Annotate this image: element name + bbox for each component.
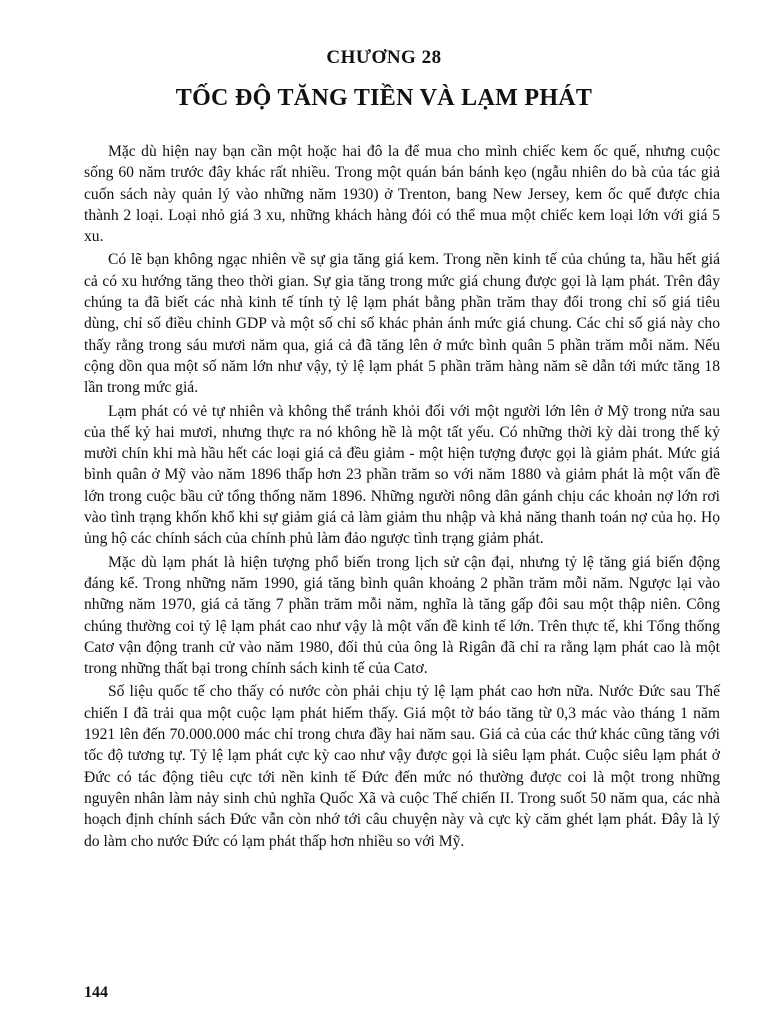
page-number: 144 <box>84 984 108 1001</box>
body-text <box>84 141 720 854</box>
chapter-label: CHƯƠNG 28 <box>326 47 442 68</box>
chapter-title: TỐC ĐỘ TĂNG TIỀN VÀ LẠM PHÁT <box>175 85 593 111</box>
paragraph-2: Có lẽ bạn không ngạc nhiên về sự gia tăng giá kem. Trong nền kinh tế của chúng ta, hầu hết giá cả có xu hướng tăng theo thời gian. Sự gia tăng trong mức giá chung được gọi là lạm phát. Trên đây chúng ta đã biết các nhà kinh tế tính tỷ lệ lạm phát bằng phần trăm thay đổi trong chỉ số giá tiêu dùng, chỉ số điều chỉnh GDP và một số chỉ số khác phản ánh mức giá chung. Các chỉ số giá này cho thấy rằng trong sáu mươi năm qua, giá cả đã tăng lên ở mức bình quân 5 phần trăm mỗi năm. Nếu cộng dồn qua một số năm lớn như vậy, tỷ lệ lạm phát 5 phần trăm hàng năm sẽ dẫn tới mức tăng 18 lần trong mức giá. <box>84 251 720 397</box>
paragraph-5: Số liệu quốc tế cho thấy có nước còn phải chịu tỷ lệ lạm phát cao hơn nữa. Nước Đức sau Thế chiến I đã trải qua một cuộc lạm phát hiếm thấy. Giá một tờ báo tăng từ 0,3 mác vào tháng 1 năm 1921 lên đến 70.000.000 mác chỉ trong chưa đầy hai năm sau. Giá cả của các thứ khác cũng tăng với tốc độ tương tự. Tỷ lệ lạm phát cực kỳ cao như vậy được gọi là siêu lạm phát. Cuộc siêu lạm phát ở Đức có tác động tiêu cực tới nền kinh tế Đức đến mức nó thường được coi là một trong những nguyên nhân làm nảy sinh chủ nghĩa Quốc Xã và cuộc Thế chiến II. Trong suốt 50 năm qua, các nhà hoạch định chính sách Đức vẫn còn nhớ tới câu chuyện này và cực kỳ căm ghét lạm phát. Đây là lý do làm cho nước Đức có lạm phát thấp hơn nhiều so với Mỹ. <box>84 683 720 850</box>
paragraph-3: Lạm phát có vẻ tự nhiên và không thể tránh khỏi đối với một người lớn lên ở Mỹ trong nửa sau của thế kỷ hai mươi, nhưng thực ra nó không hề là một tất yếu. Có những thời kỳ dài trong thế kỷ mười chín khi mà hầu hết các loại giá cả đều giảm - một hiện tượng được gọi là giảm phát. Mức giá bình quân ở Mỹ vào năm 1896 thấp hơn 23 phần trăm so với năm 1880 và giảm phát là một vấn đề lớn trong cuộc bầu cử tổng thống năm 1896. Những người nông dân gánh chịu các khoản nợ lớn rơi vào tình trạng khốn khổ khi sự giảm giá cả làm giảm thu nhập và khả năng thanh toán nợ của họ. Họ ủng hộ các chính sách của chính phủ làm đảo ngược tình trạng giảm phát. <box>84 402 720 548</box>
paragraph-1: Mặc dù hiện nay bạn cần một hoặc hai đô la để mua cho mình chiếc kem ốc quế, nhưng cuộc sống 60 năm trước đây khác rất nhiều. Trong một quán bán bánh kẹo (ngẫu nhiên do bà của tác giả cuốn sách này quản lý vào những năm 1930) ở Trenton, bang New Jersey, kem ốc quế được chia thành 2 loại. Loại nhỏ giá 3 xu, những khách hàng đói có thể mua một chiếc kem loại lớn với giá 5 xu. <box>84 143 720 246</box>
paragraph-4: Mặc dù lạm phát là hiện tượng phổ biến trong lịch sử cận đại, nhưng tỷ lệ tăng giá biến động đáng kể. Trong những năm 1990, giá tăng bình quân khoảng 2 phần trăm mỗi năm. Ngược lại vào những năm 1970, giá cả tăng 7 phần trăm mỗi năm, nghĩa là tăng gấp đôi sau một thập niên. Công chúng thường coi tỷ lệ lạm phát cao như vậy là một vấn đề kinh tế lớn. Trên thực tế, khi Tổng thống Catơ vận động tranh cử vào năm 1980, đối thủ của ông là Rigân đã chỉ ra rằng lạm phát cao là một trong những thất bại trong chính sách kinh tế của Catơ. <box>84 553 720 678</box>
